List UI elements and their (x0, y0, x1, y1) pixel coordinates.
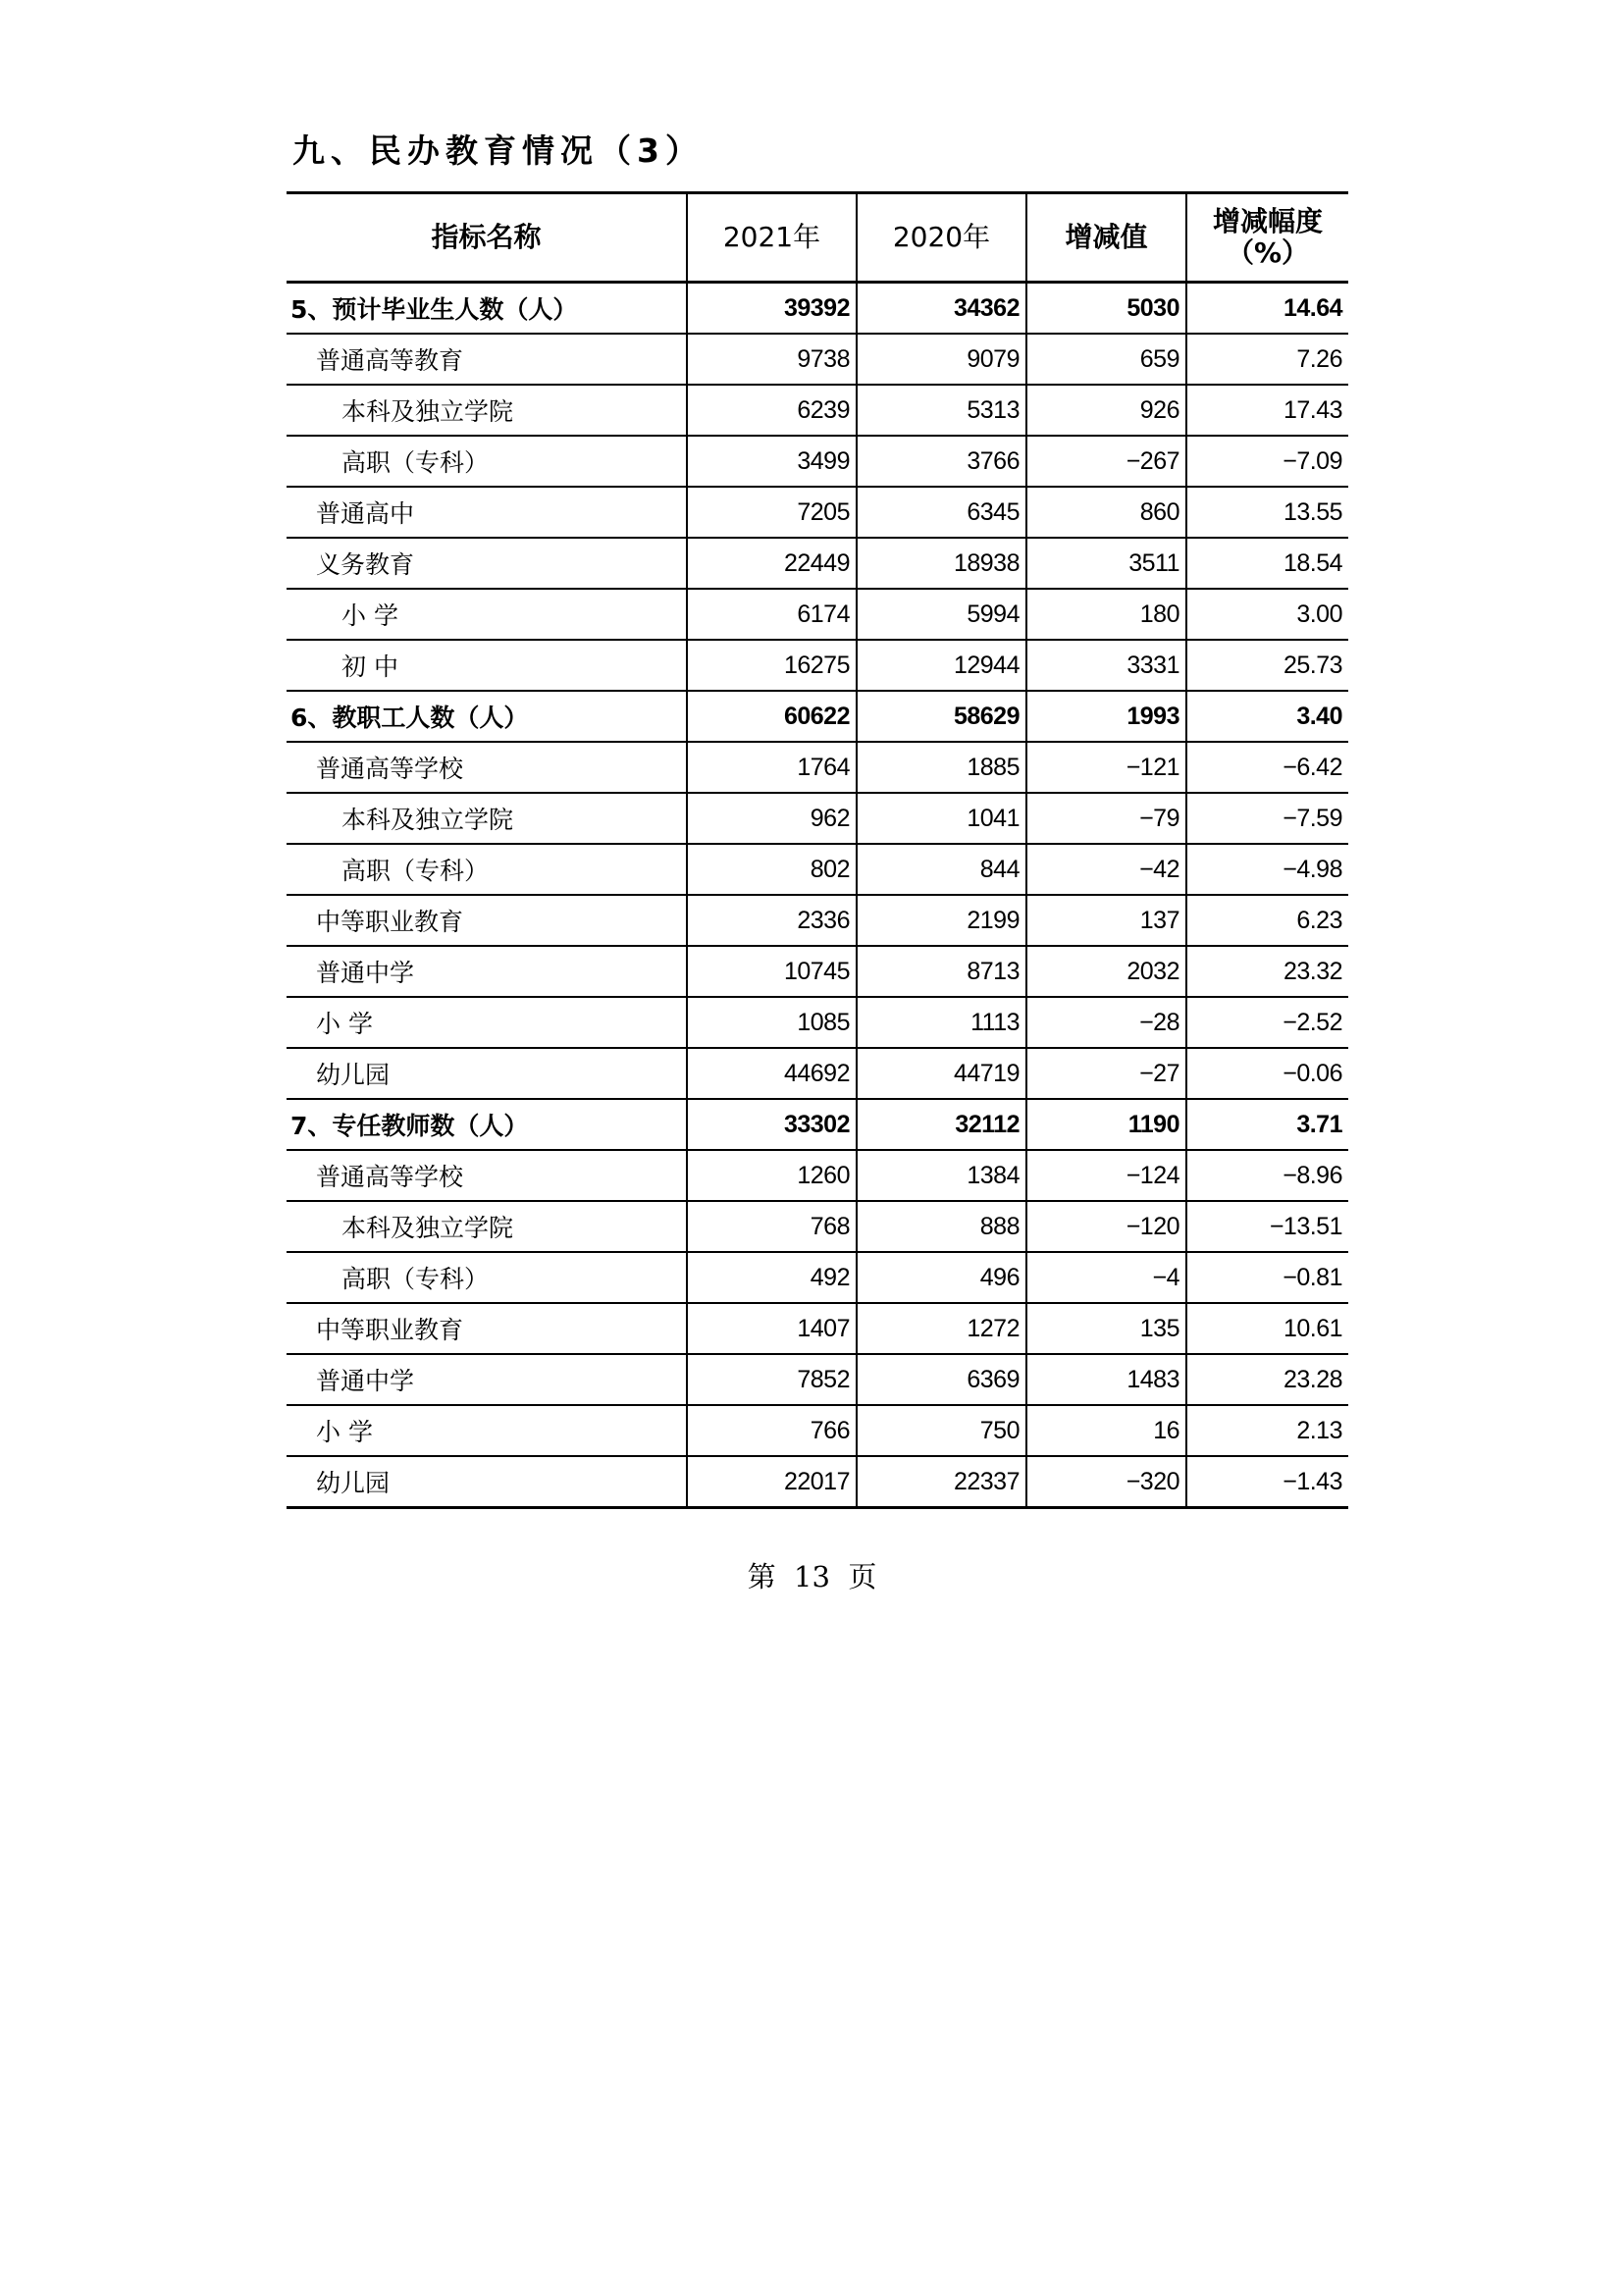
indicator-name-cell: 普通高等教育 (287, 334, 687, 385)
table-row (287, 895, 1348, 946)
indicator-name-cell: 幼儿园 (287, 1456, 687, 1508)
indicator-name-cell: 高职（专科） (287, 1252, 687, 1303)
value-2021-cell: 39392 (687, 283, 857, 335)
value-2020-cell: 6369 (857, 1354, 1026, 1405)
change-percent-cell: −6.42 (1186, 742, 1348, 793)
value-2021-cell: 44692 (687, 1048, 857, 1099)
indicator-name-cell: 义务教育 (287, 538, 687, 589)
table-body (287, 283, 1348, 1508)
change-percent-cell: 23.32 (1186, 946, 1348, 997)
value-2020-cell: 1384 (857, 1150, 1026, 1201)
change-percent-cell: −13.51 (1186, 1201, 1348, 1252)
indicator-name-cell: 普通高等学校 (287, 1150, 687, 1201)
indicator-name-cell: 小 学 (287, 1405, 687, 1456)
indicator-name-cell: 幼儿园 (287, 1048, 687, 1099)
change-percent-cell: −8.96 (1186, 1150, 1348, 1201)
change-percent-cell: 2.13 (1186, 1405, 1348, 1456)
table-row (287, 844, 1348, 895)
table-row (287, 487, 1348, 538)
value-2020-cell: 496 (857, 1252, 1026, 1303)
change-value-cell: 3511 (1026, 538, 1186, 589)
value-2021-cell: 1764 (687, 742, 857, 793)
value-2020-cell: 22337 (857, 1456, 1026, 1508)
indicator-name-cell: 5、预计毕业生人数（人） (287, 283, 687, 335)
value-2020-cell: 8713 (857, 946, 1026, 997)
section-row (287, 1099, 1348, 1150)
value-2021-cell: 962 (687, 793, 857, 844)
change-value-cell: 137 (1026, 895, 1186, 946)
change-percent-cell: 6.23 (1186, 895, 1348, 946)
change-value-cell: −42 (1026, 844, 1186, 895)
change-percent-cell: 18.54 (1186, 538, 1348, 589)
value-2020-cell: 1272 (857, 1303, 1026, 1354)
indicator-name-cell: 初 中 (287, 640, 687, 691)
change-value-cell: 926 (1026, 385, 1186, 436)
statistics-table (287, 191, 1348, 1509)
change-value-cell: −79 (1026, 793, 1186, 844)
value-2020-cell: 32112 (857, 1099, 1026, 1150)
value-2021-cell: 1407 (687, 1303, 857, 1354)
value-2020-cell: 1113 (857, 997, 1026, 1048)
change-percent-cell: 14.64 (1186, 283, 1348, 335)
change-value-cell: 135 (1026, 1303, 1186, 1354)
change-percent-cell: 23.28 (1186, 1354, 1348, 1405)
table-row (287, 1048, 1348, 1099)
change-value-cell: −124 (1026, 1150, 1186, 1201)
value-2021-cell: 9738 (687, 334, 857, 385)
change-value-cell: 3331 (1026, 640, 1186, 691)
change-percent-cell: 13.55 (1186, 487, 1348, 538)
change-value-cell: 5030 (1026, 283, 1186, 335)
table-row (287, 1354, 1348, 1405)
change-value-cell: −4 (1026, 1252, 1186, 1303)
table-row (287, 334, 1348, 385)
change-percent-cell: 10.61 (1186, 1303, 1348, 1354)
section-row (287, 691, 1348, 742)
page-title: 九、民办教育情况（3） (292, 131, 704, 170)
change-percent-cell: −7.59 (1186, 793, 1348, 844)
indicator-name-cell: 小 学 (287, 589, 687, 640)
table-row (287, 1150, 1348, 1201)
value-2020-cell: 3766 (857, 436, 1026, 487)
value-2020-cell: 750 (857, 1405, 1026, 1456)
indicator-name-cell: 小 学 (287, 997, 687, 1048)
value-2021-cell: 768 (687, 1201, 857, 1252)
section-row (287, 283, 1348, 335)
indicator-name-cell: 普通中学 (287, 946, 687, 997)
change-percent-cell: −1.43 (1186, 1456, 1348, 1508)
value-2020-cell: 5313 (857, 385, 1026, 436)
change-percent-cell: −2.52 (1186, 997, 1348, 1048)
indicator-name-cell: 6、教职工人数（人） (287, 691, 687, 742)
indicator-name-cell: 高职（专科） (287, 436, 687, 487)
value-2020-cell: 844 (857, 844, 1026, 895)
value-2021-cell: 1085 (687, 997, 857, 1048)
value-2020-cell: 9079 (857, 334, 1026, 385)
change-percent-cell: −7.09 (1186, 436, 1348, 487)
indicator-name-cell: 中等职业教育 (287, 1303, 687, 1354)
change-value-cell: 1993 (1026, 691, 1186, 742)
change-percent-cell: −0.81 (1186, 1252, 1348, 1303)
change-value-cell: −267 (1026, 436, 1186, 487)
change-percent-cell: 3.71 (1186, 1099, 1348, 1150)
value-2020-cell: 2199 (857, 895, 1026, 946)
change-percent-cell: 3.40 (1186, 691, 1348, 742)
change-value-cell: 16 (1026, 1405, 1186, 1456)
table-row (287, 538, 1348, 589)
value-2020-cell: 1041 (857, 793, 1026, 844)
table-row (287, 1303, 1348, 1354)
indicator-name-cell: 本科及独立学院 (287, 1201, 687, 1252)
change-percent-cell: −4.98 (1186, 844, 1348, 895)
value-2020-cell: 44719 (857, 1048, 1026, 1099)
change-value-cell: 860 (1026, 487, 1186, 538)
indicator-name-cell: 中等职业教育 (287, 895, 687, 946)
table-row (287, 385, 1348, 436)
value-2021-cell: 492 (687, 1252, 857, 1303)
table-row (287, 946, 1348, 997)
header-change-percent-unit: （%） (1226, 236, 1310, 269)
table-row (287, 793, 1348, 844)
value-2021-cell: 6239 (687, 385, 857, 436)
table-row (287, 1252, 1348, 1303)
change-value-cell: −120 (1026, 1201, 1186, 1252)
table-row (287, 1405, 1348, 1456)
value-2021-cell: 16275 (687, 640, 857, 691)
value-2020-cell: 34362 (857, 283, 1026, 335)
value-2021-cell: 2336 (687, 895, 857, 946)
table-header-row (287, 193, 1348, 283)
change-value-cell: −28 (1026, 997, 1186, 1048)
header-year-2020: 2020年 (857, 193, 1026, 283)
change-percent-cell: 17.43 (1186, 385, 1348, 436)
value-2020-cell: 1885 (857, 742, 1026, 793)
header-change-percent-label: 增减幅度 (1212, 205, 1323, 237)
indicator-name-cell: 本科及独立学院 (287, 385, 687, 436)
indicator-name-cell: 普通高等学校 (287, 742, 687, 793)
indicator-name-cell: 普通中学 (287, 1354, 687, 1405)
value-2021-cell: 33302 (687, 1099, 857, 1150)
table-row (287, 640, 1348, 691)
change-percent-cell: 25.73 (1186, 640, 1348, 691)
change-value-cell: −121 (1026, 742, 1186, 793)
value-2021-cell: 7205 (687, 487, 857, 538)
indicator-name-cell: 高职（专科） (287, 844, 687, 895)
table-row (287, 742, 1348, 793)
indicator-name-cell: 7、专任教师数（人） (287, 1099, 687, 1150)
value-2021-cell: 22449 (687, 538, 857, 589)
change-percent-cell: 7.26 (1186, 334, 1348, 385)
change-value-cell: 1483 (1026, 1354, 1186, 1405)
value-2021-cell: 10745 (687, 946, 857, 997)
page-number: 第 13 页 (747, 1560, 877, 1593)
value-2021-cell: 766 (687, 1405, 857, 1456)
indicator-name-cell: 本科及独立学院 (287, 793, 687, 844)
table-row (287, 436, 1348, 487)
change-value-cell: 1190 (1026, 1099, 1186, 1150)
header-change: 增减值 (1026, 193, 1186, 283)
value-2020-cell: 12944 (857, 640, 1026, 691)
header-year-2021: 2021年 (687, 193, 857, 283)
value-2020-cell: 888 (857, 1201, 1026, 1252)
table-row (287, 1456, 1348, 1508)
change-percent-cell: −0.06 (1186, 1048, 1348, 1099)
value-2021-cell: 6174 (687, 589, 857, 640)
change-value-cell: 2032 (1026, 946, 1186, 997)
header-change-percent (1186, 193, 1348, 283)
table-row (287, 1201, 1348, 1252)
table-row (287, 997, 1348, 1048)
value-2021-cell: 3499 (687, 436, 857, 487)
change-value-cell: 180 (1026, 589, 1186, 640)
change-value-cell: 659 (1026, 334, 1186, 385)
header-indicator-name: 指标名称 (287, 193, 687, 283)
value-2021-cell: 60622 (687, 691, 857, 742)
change-percent-cell: 3.00 (1186, 589, 1348, 640)
value-2020-cell: 58629 (857, 691, 1026, 742)
indicator-name-cell: 普通高中 (287, 487, 687, 538)
value-2021-cell: 22017 (687, 1456, 857, 1508)
value-2020-cell: 5994 (857, 589, 1026, 640)
value-2020-cell: 18938 (857, 538, 1026, 589)
change-value-cell: −320 (1026, 1456, 1186, 1508)
change-value-cell: −27 (1026, 1048, 1186, 1099)
value-2021-cell: 7852 (687, 1354, 857, 1405)
value-2021-cell: 1260 (687, 1150, 857, 1201)
value-2021-cell: 802 (687, 844, 857, 895)
table-row (287, 589, 1348, 640)
value-2020-cell: 6345 (857, 487, 1026, 538)
